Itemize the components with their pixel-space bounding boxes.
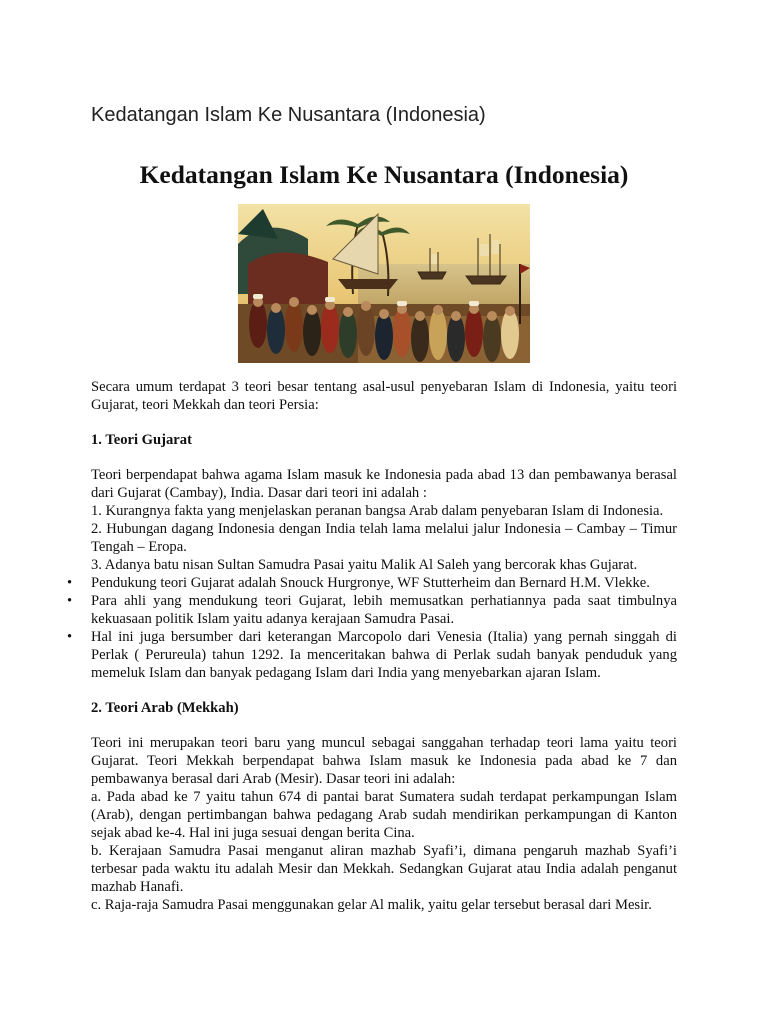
bullet-item bbox=[67, 574, 677, 592]
bullet-text: Hal ini juga bersumber dari keterangan Marcopolo dari Venesia (Italia) yang pernah singgah di Perlak ( Perureula) tahun 1292. Ia menceritakan bahwa di Perlak sudah banyak penduduk yang memeluk Islam dan banyak pedagang Islam dari India yang menyebarkan ajaran Islam. bbox=[91, 629, 677, 681]
paragraph: Teori ini merupakan teori baru yang muncul sebagai sanggahan terhadap teori lama yaitu teori Gujarat. Teori Mekkah berpendapat bahwa Islam masuk ke Indonesia pada abad ke 7 dan pembawanya berasal dari Arab (Mesir). Dasar teori ini adalah: bbox=[91, 735, 677, 787]
numbered-point: 2. Hubungan dagang Indonesia dengan India telah lama melalui jalur Indonesia – Cambay – Timur Tengah – Eropa. bbox=[91, 521, 677, 555]
lettered-point: c. Raja-raja Samudra Pasai menggunakan gelar Al malik, yaitu gelar tersebut berasal dari Mesir. bbox=[91, 897, 652, 913]
bullet-item bbox=[67, 592, 677, 628]
bullet-item bbox=[67, 628, 677, 682]
intro-paragraph: Secara umum terdapat 3 teori besar tentang asal-usul penyebaran Islam di Indonesia, yaitu teori Gujarat, teori Mekkah dan teori Persia: bbox=[91, 379, 677, 413]
bullet-icon: • bbox=[67, 593, 73, 609]
numbered-point: 3. Adanya batu nisan Sultan Samudra Pasai yaitu Malik Al Saleh yang bercorak khas Gujarat. bbox=[91, 557, 638, 573]
bullet-text: Para ahli yang mendukung teori Gujarat, lebih memusatkan perhatiannya pada saat timbulnya kekuasaan politik Islam yaitu adanya kerajaan Samudra Pasai. bbox=[91, 593, 677, 627]
bullet-icon: • bbox=[67, 575, 73, 591]
harbor-painting-image bbox=[238, 204, 530, 363]
bullet-icon: • bbox=[67, 629, 73, 645]
document-header-title: Kedatangan Islam Ke Nusantara (Indonesia) bbox=[91, 104, 486, 126]
bullet-text: Pendukung teori Gujarat adalah Snouck Hurgronye, WF Stutterheim dan Bernard H.M. Vlekke. bbox=[91, 575, 650, 591]
lettered-point: a. Pada abad ke 7 yaitu tahun 674 di pantai barat Sumatera sudah terdapat perkampungan Islam (Arab), dengan pertimbangan bahwa pedagang Arab sudah mendirikan perkampungan di Kanton sejak abad ke-4. Hal ini juga sesuai dengan berita Cina. bbox=[91, 789, 677, 841]
paragraph: Teori berpendapat bahwa agama Islam masuk ke Indonesia pada abad 13 dan pembawanya berasal dari Gujarat (Cambay), India. Dasar dari teori ini adalah : bbox=[91, 467, 677, 501]
page-title: Kedatangan Islam Ke Nusantara (Indonesia) bbox=[139, 160, 629, 189]
section-heading: 1. Teori Gujarat bbox=[91, 432, 192, 448]
lettered-point: b. Kerajaan Samudra Pasai menganut aliran mazhab Syafi’i, dimana pengaruh mazhab Syafi’i terbesar pada waktu itu adalah Mesir dan Mekkah. Sedangkan Gujarat atau India adalah penganut mazhab Hanafi. bbox=[91, 843, 677, 895]
numbered-point: 1. Kurangnya fakta yang menjelaskan peranan bangsa Arab dalam penyebaran Islam di Indonesia. bbox=[91, 503, 664, 519]
article-body bbox=[67, 378, 677, 914]
section-heading: 2. Teori Arab (Mekkah) bbox=[91, 700, 239, 716]
